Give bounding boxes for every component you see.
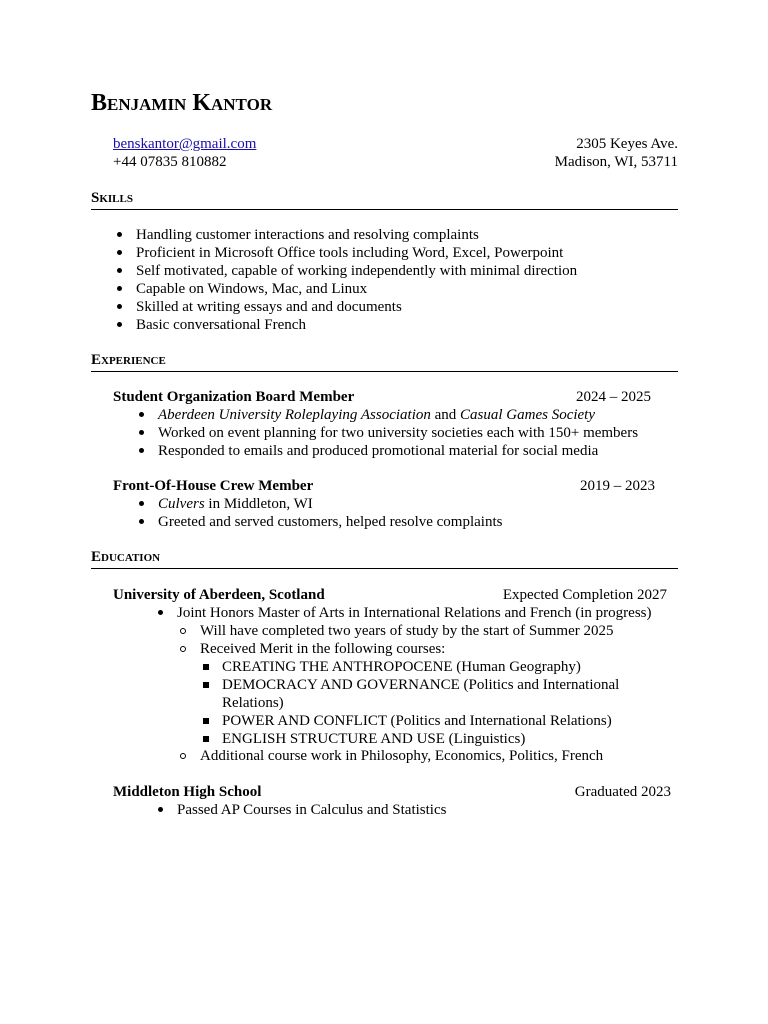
list-item: Handling customer interactions and resolving complaints	[114, 226, 678, 244]
school-name: University of Aberdeen, Scotland	[113, 587, 325, 603]
list-item: Received Merit in the following courses:	[176, 640, 678, 658]
school-entry	[113, 586, 667, 604]
course-list	[200, 658, 640, 748]
list-item: Skilled at writing essays and and documents	[114, 298, 678, 316]
course-item: ENGLISH STRUCTURE AND USE (Linguistics)	[200, 730, 640, 748]
resume-name: Benjamin Kantor	[91, 90, 273, 116]
list-item: Proficient in Microsoft Office tools including Word, Excel, Powerpoint	[114, 244, 678, 262]
list-item: Joint Honors Master of Arts in International Relations and French (in progress)	[155, 604, 678, 622]
skills-heading: Skills	[91, 189, 678, 210]
school-name: Middleton High School	[113, 784, 262, 800]
list-item: Will have completed two years of study by the start of Summer 2025	[176, 622, 678, 640]
job-entry	[113, 477, 655, 495]
list-item	[136, 495, 678, 513]
job-title: Student Organization Board Member	[113, 389, 355, 405]
org-name: Aberdeen University Roleplaying Association	[158, 407, 431, 423]
list-item: Responded to emails and produced promotional material for social media	[136, 442, 678, 460]
job-dates: 2024 – 2025	[576, 389, 651, 405]
list-item: Worked on event planning for two university societies each with 150+ members	[136, 424, 678, 442]
list-item: Capable on Windows, Mac, and Linux	[114, 280, 678, 298]
school-status: Expected Completion 2027	[502, 587, 667, 603]
course-item: DEMOCRACY AND GOVERNANCE (Politics and International Relations)	[200, 676, 640, 712]
skills-list	[114, 226, 678, 334]
education-heading: Education	[91, 548, 678, 569]
org-name: Culvers	[158, 496, 205, 512]
address-line-2: Madison, WI, 53711	[554, 154, 678, 170]
list-item: Greeted and served customers, helped resolve complaints	[136, 513, 678, 531]
list-item: Self motivated, capable of working independently with minimal direction	[114, 262, 678, 280]
contact-block	[113, 135, 678, 171]
job-bullets	[136, 495, 678, 531]
list-item: Additional course work in Philosophy, Economics, Politics, French	[176, 747, 678, 765]
org-location: in Middleton, WI	[204, 496, 313, 512]
org-name: Casual Games Society	[460, 407, 596, 423]
school-entry	[113, 783, 671, 801]
list-item: Passed AP Courses in Calculus and Statistics	[155, 801, 678, 819]
experience-heading: Experience	[91, 351, 678, 372]
list-item	[136, 406, 678, 424]
address-line-1: 2305 Keyes Ave.	[576, 136, 678, 152]
email-link[interactable]: benskantor@gmail.com	[113, 136, 257, 152]
school-bullets	[155, 604, 678, 622]
phone-number: +44 07835 810882	[113, 154, 227, 170]
degree-sub-bullets	[176, 747, 678, 765]
course-item: CREATING THE ANTHROPOCENE (Human Geography)	[200, 658, 640, 676]
job-dates: 2019 – 2023	[580, 478, 655, 494]
job-entry	[113, 388, 651, 406]
org-join: and	[430, 407, 461, 423]
school-status: Graduated 2023	[574, 784, 671, 800]
course-item: POWER AND CONFLICT (Politics and International Relations)	[200, 712, 640, 730]
job-bullets	[136, 406, 678, 460]
job-title: Front-Of-House Crew Member	[113, 478, 314, 494]
degree-sub-bullets	[176, 622, 678, 658]
school-bullets	[155, 801, 678, 819]
list-item: Basic conversational French	[114, 316, 678, 334]
